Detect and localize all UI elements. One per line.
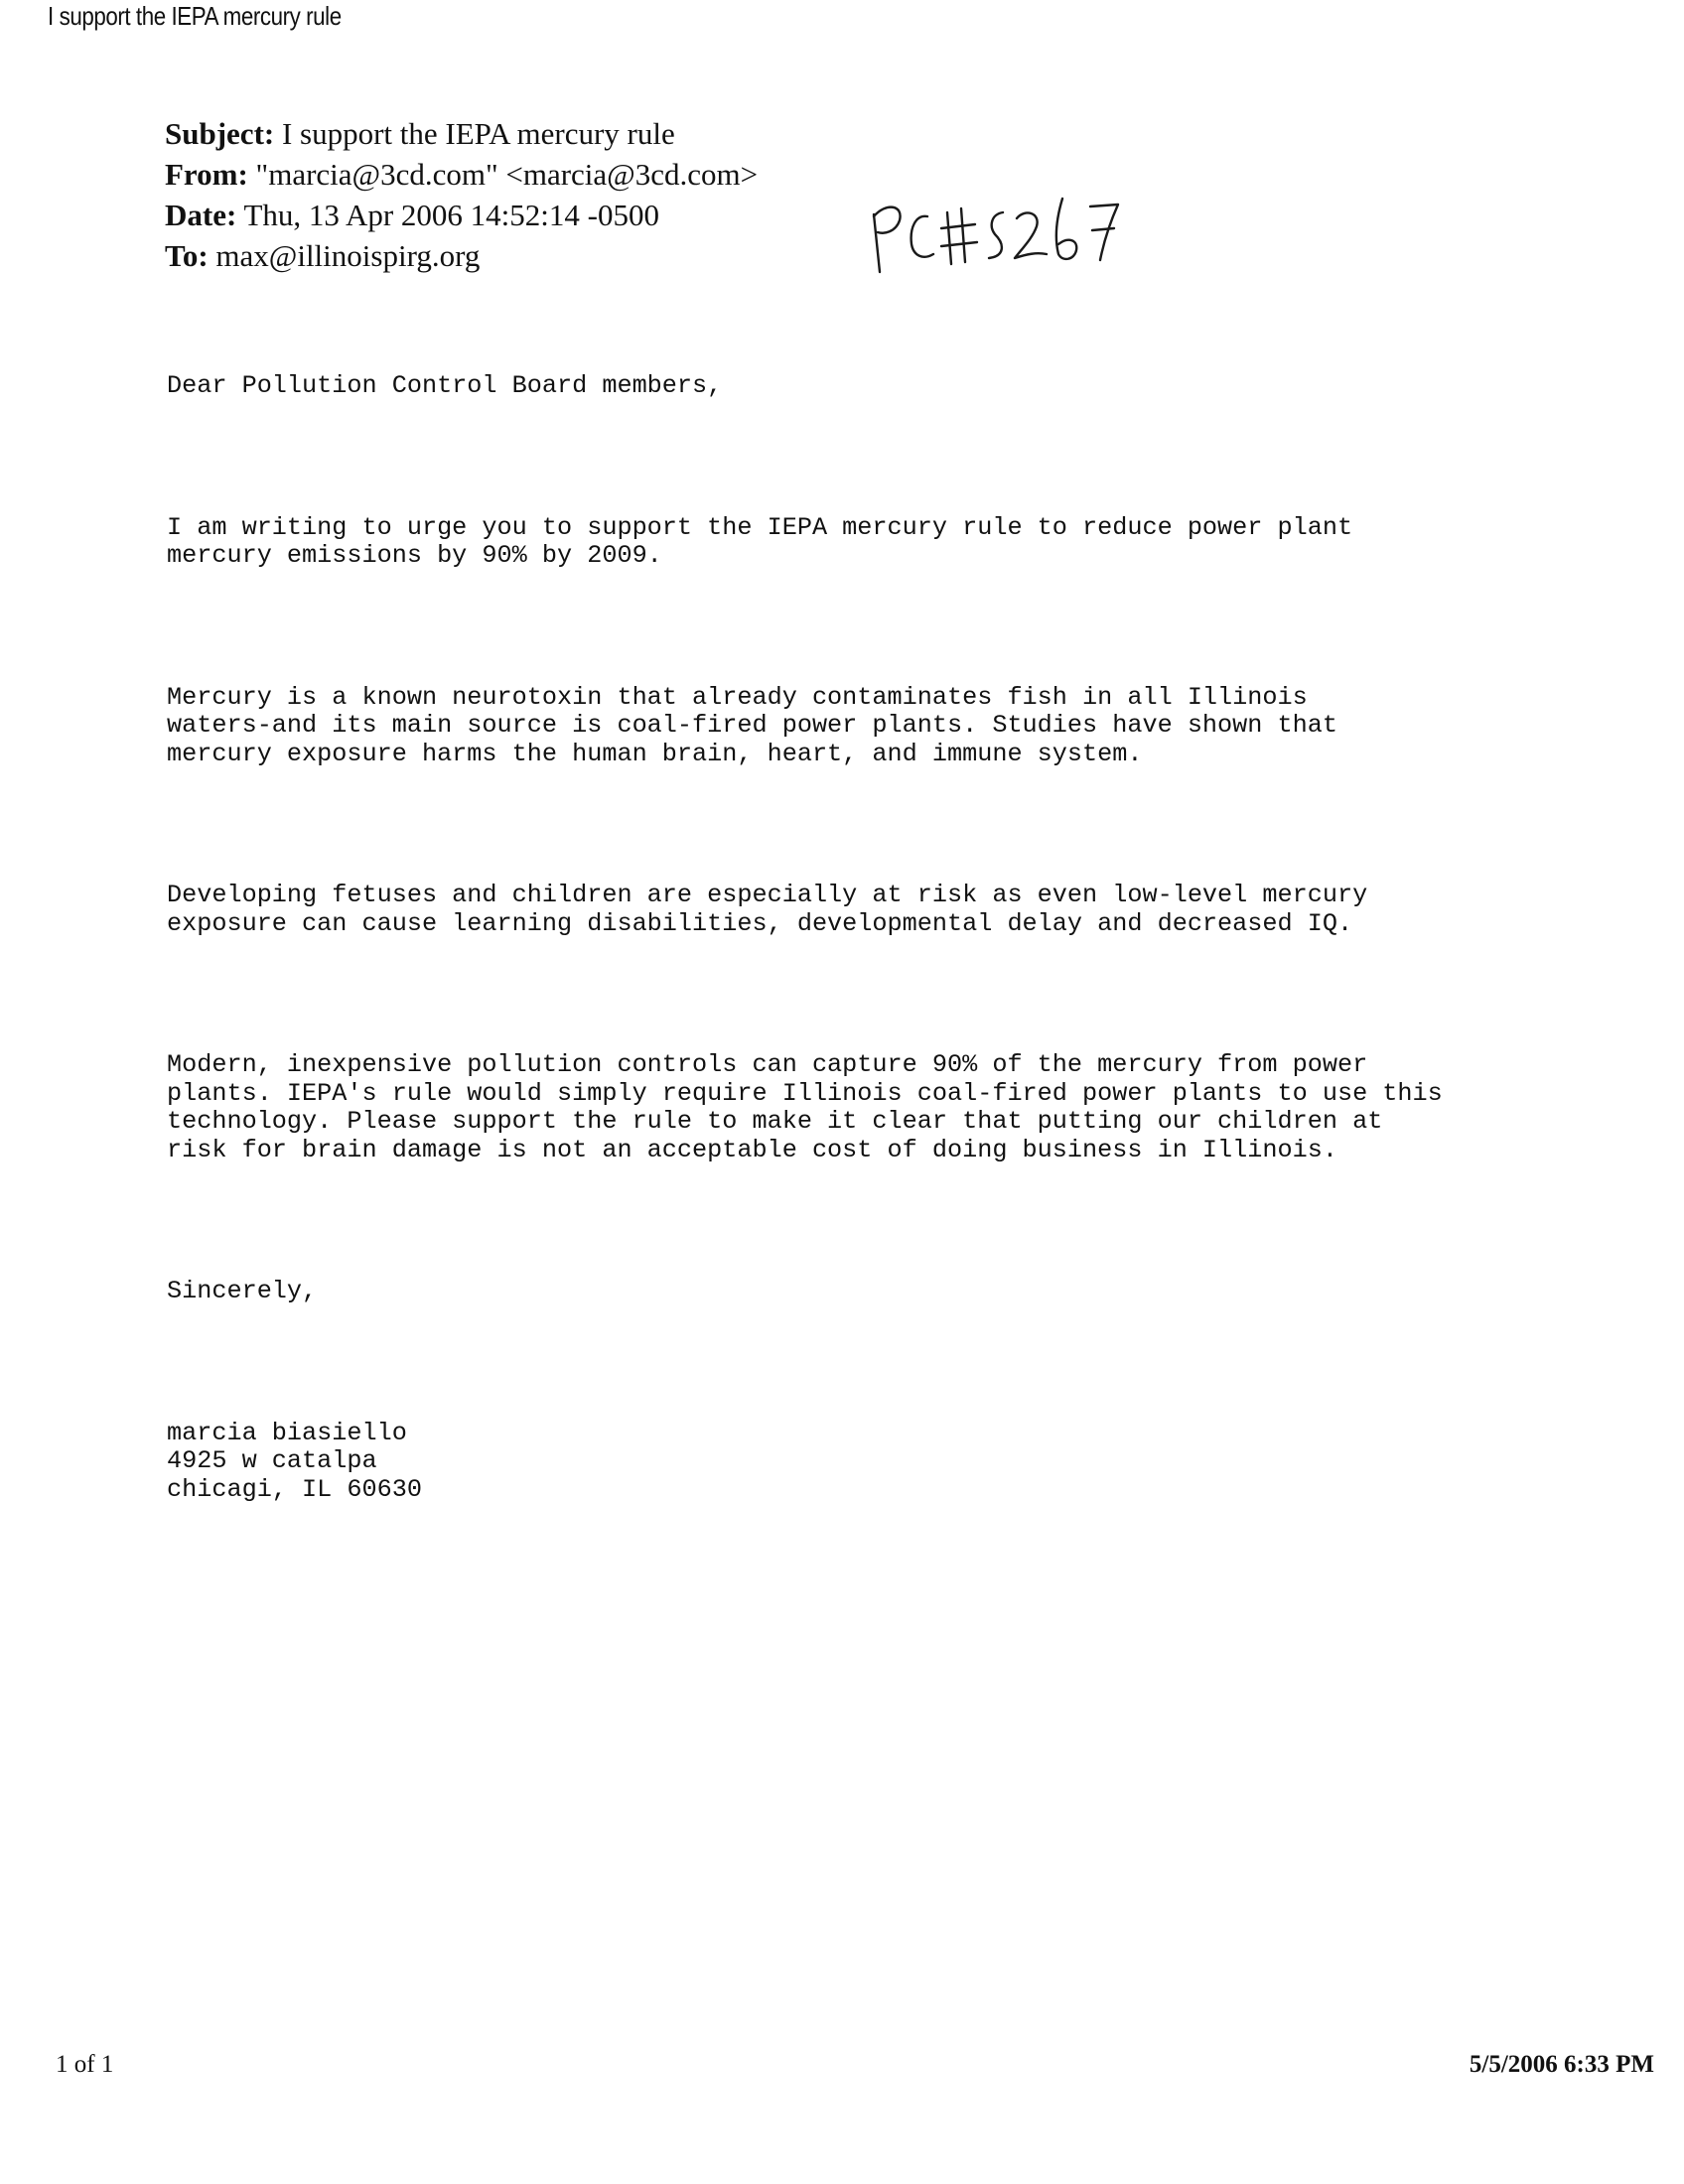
email-headers <box>165 113 758 276</box>
page-count: 1 of 1 <box>56 2051 114 2078</box>
signature-name: marcia biasiello <box>167 1418 407 1447</box>
subject-label: Subject: <box>165 116 275 151</box>
paragraph-line: plants. IEPA's rule would simply require Illinois coal-fired power plants to use this <box>167 1078 1443 1108</box>
from-header <box>165 154 758 195</box>
signature-block <box>167 1420 1443 1505</box>
to-label: To: <box>165 238 209 273</box>
paragraph-4 <box>167 1051 1443 1164</box>
greeting <box>167 372 1443 401</box>
from-value: "marcia@3cd.com" <marcia@3cd.com> <box>255 157 759 192</box>
date-header <box>165 195 758 235</box>
subject-value: I support the IEPA mercury rule <box>281 116 675 151</box>
from-label: From: <box>165 157 248 192</box>
paragraph-line: technology. Please support the rule to make it clear that putting our children at <box>167 1107 1383 1136</box>
page-header-title: I support the IEPA mercury rule <box>48 1 342 31</box>
paragraph-2 <box>167 684 1443 769</box>
paragraph-line: exposure can cause learning disabilities, developmental delay and decreased IQ. <box>167 908 1353 938</box>
greeting-line: Dear Pollution Control Board members, <box>167 371 723 400</box>
date-value: Thu, 13 Apr 2006 14:52:14 -0500 <box>243 198 659 232</box>
paragraph-line: Mercury is a known neurotoxin that already contaminates fish in all Illinois <box>167 682 1308 712</box>
signature-street: 4925 w catalpa <box>167 1446 377 1475</box>
to-header <box>165 235 758 276</box>
paragraph-line: Modern, inexpensive pollution controls can capture 90% of the mercury from power <box>167 1050 1368 1079</box>
date-label: Date: <box>165 198 237 232</box>
signature-city: chicagi, IL 60630 <box>167 1474 422 1504</box>
to-value: max@illinoispirg.org <box>215 238 481 273</box>
paragraph-line: waters-and its main source is coal-fired power plants. Studies have shown that <box>167 711 1337 740</box>
paragraph-line: Developing fetuses and children are especially at risk as even low-level mercury <box>167 881 1368 909</box>
paragraph-3 <box>167 882 1443 938</box>
paragraph-line: I am writing to urge you to support the IEPA mercury rule to reduce power plant <box>167 512 1353 542</box>
email-body <box>167 316 1443 1561</box>
paragraph-line: risk for brain damage is not an acceptable cost of doing business in Illinois. <box>167 1135 1337 1164</box>
paragraph-line: mercury emissions by 90% by 2009. <box>167 541 662 570</box>
handwritten-pc-number-mark <box>866 195 1124 278</box>
closing <box>167 1278 1443 1306</box>
paragraph-1 <box>167 514 1443 571</box>
paragraph-line: mercury exposure harms the human brain, heart, and immune system. <box>167 739 1143 768</box>
closing-line: Sincerely, <box>167 1277 318 1305</box>
subject-header <box>165 113 758 154</box>
printed-date: 5/5/2006 6:33 PM <box>1469 2051 1654 2078</box>
